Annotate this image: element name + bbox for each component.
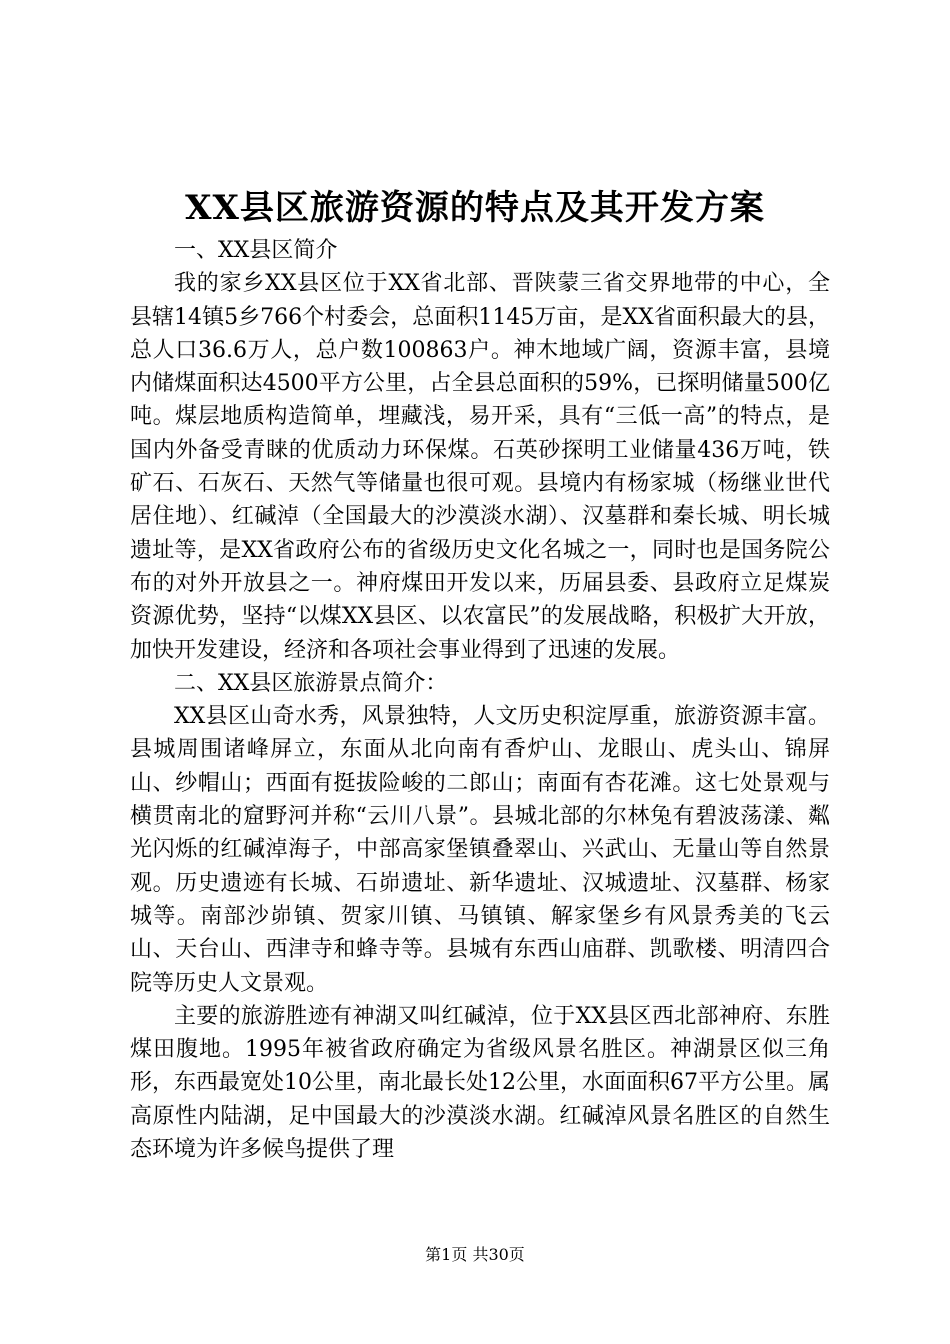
section-heading-intro: 一、XX县区简介: [174, 238, 338, 263]
paragraph-shenhu-lake: 主要的旅游胜迹有神湖又叫红碱淖，位于XX县区西北部神府、东胜煤田腹地。1995年被省政府确定为省级风景名胜区。神湖景区似三角形，东西最宽处10公里，南北最长处12公里，水面面积67平方公里。属高原性内陆湖，足中国最大的沙漠淡水湖。红碱淖风景名胜区的自然生态环境为许多候鸟提供了理: [130, 1003, 830, 1163]
page-number-footer: 第1页 共30页: [425, 1245, 525, 1264]
document-title: XX县区旅游资源的特点及其开发方案: [185, 188, 765, 228]
paragraph-scenic-overview: XX县区山奇水秀，风景独特，人文历史积淀厚重，旅游资源丰富。县城周围诸峰屏立，东面从北向南有香炉山、龙眼山、虎头山、锦屏山、纱帽山；西面有挺拔险峻的二郎山；南面有杏花滩。这七处景观与横贯南北的窟野河并称“云川八景”。县城北部的尔林兔有碧波荡漾、粼光闪烁的红碱淖海子，中部高家堡镇叠翠山、兴武山、无量山等自然景观。历史遗迹有长城、石峁遗址、新华遗址、汉城遗址、汉墓群、杨家城等。南部沙峁镇、贺家川镇、马镇镇、解家堡乡有风景秀美的飞云山、天台山、西津寺和蜂寺等。县城有东西山庙群、凯歌楼、明清四合院等历史人文景观。: [130, 704, 830, 996]
section-heading-scenic-spots: 二、XX县区旅游景点简介：: [174, 670, 448, 696]
paragraph-county-intro: 我的家乡XX县区位于XX省北部、晋陕蒙三省交界地带的中心，全县辖14镇5乡766个村委会，总面积1145万亩，是XX省面积最大的县，总人口36.6万人，总户数100863户。神木地域广阔，资源丰富，县境内储煤面积达4500平方公里，占全县总面积的59%，已探明储量500亿吨。煤层地质构造简单，埋藏浅，易开采，具有“三低一高”的特点，是国内外备受青睐的优质动力环保煤。石英砂探明工业储量436万吨，铁矿石、石灰石、天然气等储量也很可观。县境内有杨家城（杨继业世代居住地）、红碱淖（全国最大的沙漠淡水湖）、汉墓群和秦长城、明长城遗址等，是XX省政府公布的省级历史文化名城之一，同时也是国务院公布的对外开放县之一。神府煤田开发以来，历届县委、县政府立足煤炭资源优势，坚持“以煤XX县区、以农富民”的发展战略，积极扩大开放，加快开发建设，经济和各项社会事业得到了迅速的发展。: [130, 271, 830, 663]
document-body: [130, 234, 830, 1166]
